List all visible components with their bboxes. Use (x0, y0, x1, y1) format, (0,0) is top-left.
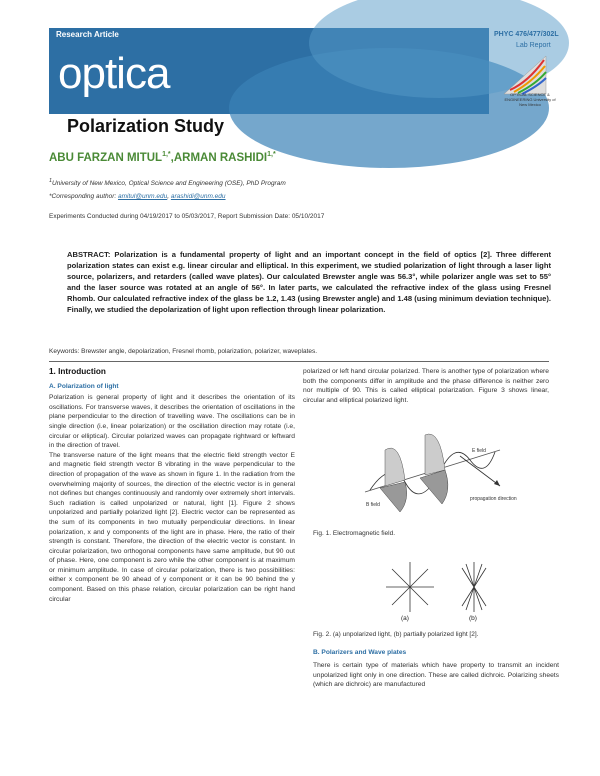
abstract: ABSTRACT: Polarization is a fundamental property of light and an important concept in the field of optics [2]. Three different polarization states can exist e.g. linear circular and elliptical. In this experiment, we studied polarization of light through a laser light source, polarizers, and retarders (called wave plates). Our calculated Brewster angle was 56.3°, while polarizer angle was set to 55° and the laser source was rotated at an angle of 56°. In later parts, we calculated the refractive index of the glass using Fresnel Rhomb. Our calculated refractive index of the glass be 1.2, 1.43 (using Brewster angle) and 1.48 (using minimum deviation technique). Finally, we studied the depolarization of light upon reflection through linear polarization. (67, 250, 551, 314)
subsection-heading: A. Polarization of light (49, 382, 119, 390)
document-type: Lab Report (516, 42, 551, 49)
paper-title: Polarization Study (67, 116, 225, 136)
journal-logo-text: optica (58, 49, 170, 98)
logo-caption: OPTICAL SCIENCE & ENGINEERING University of New Mexico (504, 92, 556, 107)
email-separator: , (167, 193, 171, 200)
author-list: ABU FARZAN $MITUL^{1,*},ARMAN$ $RASHIDI^{1,*}$ (49, 151, 276, 164)
left-column (49, 367, 295, 604)
partially-polarized-arrows-icon (462, 562, 486, 612)
subsection-heading: B. Polarizers and Wave plates (313, 649, 407, 656)
affiliation (49, 178, 286, 187)
b-field-label: B field (366, 502, 380, 508)
author-name: ABU FARZAN MITUL (49, 151, 163, 164)
paragraph: Polarization is general property of light and it describes the orientation of its oscillations. For transverse waves, it describes the orientation of oscillations in the plane perpendicular to the direction of travelling wave. The oscillations can be in single direction (i.e, linear polarization) or the oscillation direction may rotate (i.e, circular or elliptical). Circular polarized waves can propagate rightward or leftward in the direction of travel. (49, 394, 295, 450)
paragraph: There is certain type of materials which have property to transmit an incident unpolarized light only in one direction. These are called dichroic. Polarizing sheets (which are dichroic) are manufactured (313, 662, 559, 689)
experiment-dates: Experiments Conducted during 04/19/2017 to 05/03/2017, Report Submission Date: 05/10/2017 (49, 213, 325, 220)
affiliation-superscript: 1 (49, 178, 53, 184)
author-superscript: 1,* (162, 151, 171, 158)
e-field-label: E field (472, 448, 486, 454)
figure-subpanel-label: (a) (401, 615, 409, 622)
author-superscript: 1,* (267, 151, 276, 158)
propagation-label: propagation direction (470, 496, 517, 502)
course-code: PHYC 476/477/302L (494, 31, 559, 38)
corresponding-prefix: *Corresponding author: (49, 193, 119, 200)
article-type-label: Research Article (56, 30, 119, 39)
author-name: ARMAN RASHIDI (173, 151, 268, 164)
email-link[interactable]: arashidi@unm.edu (170, 193, 226, 200)
paragraph: The transverse nature of the light means that the electric field strength vector E and magnetic field strength vector B vibrating in the wave perpendicular to the direction of propagation of the wave as shown in figure 1. In the radiation from the overwhelming majority of sources, the direction of the electric vector is in general not defines but changes continuously and randomly over extremely short intervals. Such radiation is called unpolarized or natural, light [1]. Figure 2 shows unpolarized and partially polarized light [2]. Electric vector can be represented as the sum of its components in two mutually perpendicular directions. In linear polarization, x and y components of the light are in phase. Here, the ratio of their strength is constant. Therefore, the direction of the electric vector is constant. In circular polarization, two orthogonal components have same amplitude, but 90 out of phase. Here, one component is zero while the other component is at maximum or minimum amplitude. In case of circular polarization, there is two possibilities: either x component be 90 ahead of y component or it can be 90 behind the y component. Based on this phase relation, circular polarization can be right hand circular (49, 451, 295, 603)
polarization-arrows-figure (382, 558, 502, 616)
figure-caption: Fig. 1. Electromagnetic field. (313, 530, 396, 537)
corresponding-author (49, 193, 226, 200)
figure-caption: Fig. 2. (a) unpolarized light, (b) partially polarized light [2]. (313, 631, 479, 638)
affiliation-text: University of New Mexico, Optical Science and Engineering (OSE), PhD Program (52, 180, 286, 188)
electromagnetic-field-figure (360, 420, 517, 522)
unpolarized-arrows-icon (386, 562, 434, 612)
email-link[interactable]: amitul@unm.edu (118, 193, 168, 200)
keywords: Keywords: Brewster angle, depolarization, Fresnel rhomb, polarization, polarizer, waveplates. (49, 348, 318, 355)
divider (49, 361, 549, 362)
right-column (303, 367, 549, 405)
section-heading: 1. Introduction (49, 367, 106, 376)
paragraph: polarized or left hand circular polarized. There is another type of polarization where both the components differ in amplitude and the phase difference is neither zero nor multiple of 90. This is called elliptical polarization. Figure 3 shows linear, circular and elliptical polarized light. (303, 368, 549, 404)
figure-subpanel-label: (b) (469, 615, 477, 622)
